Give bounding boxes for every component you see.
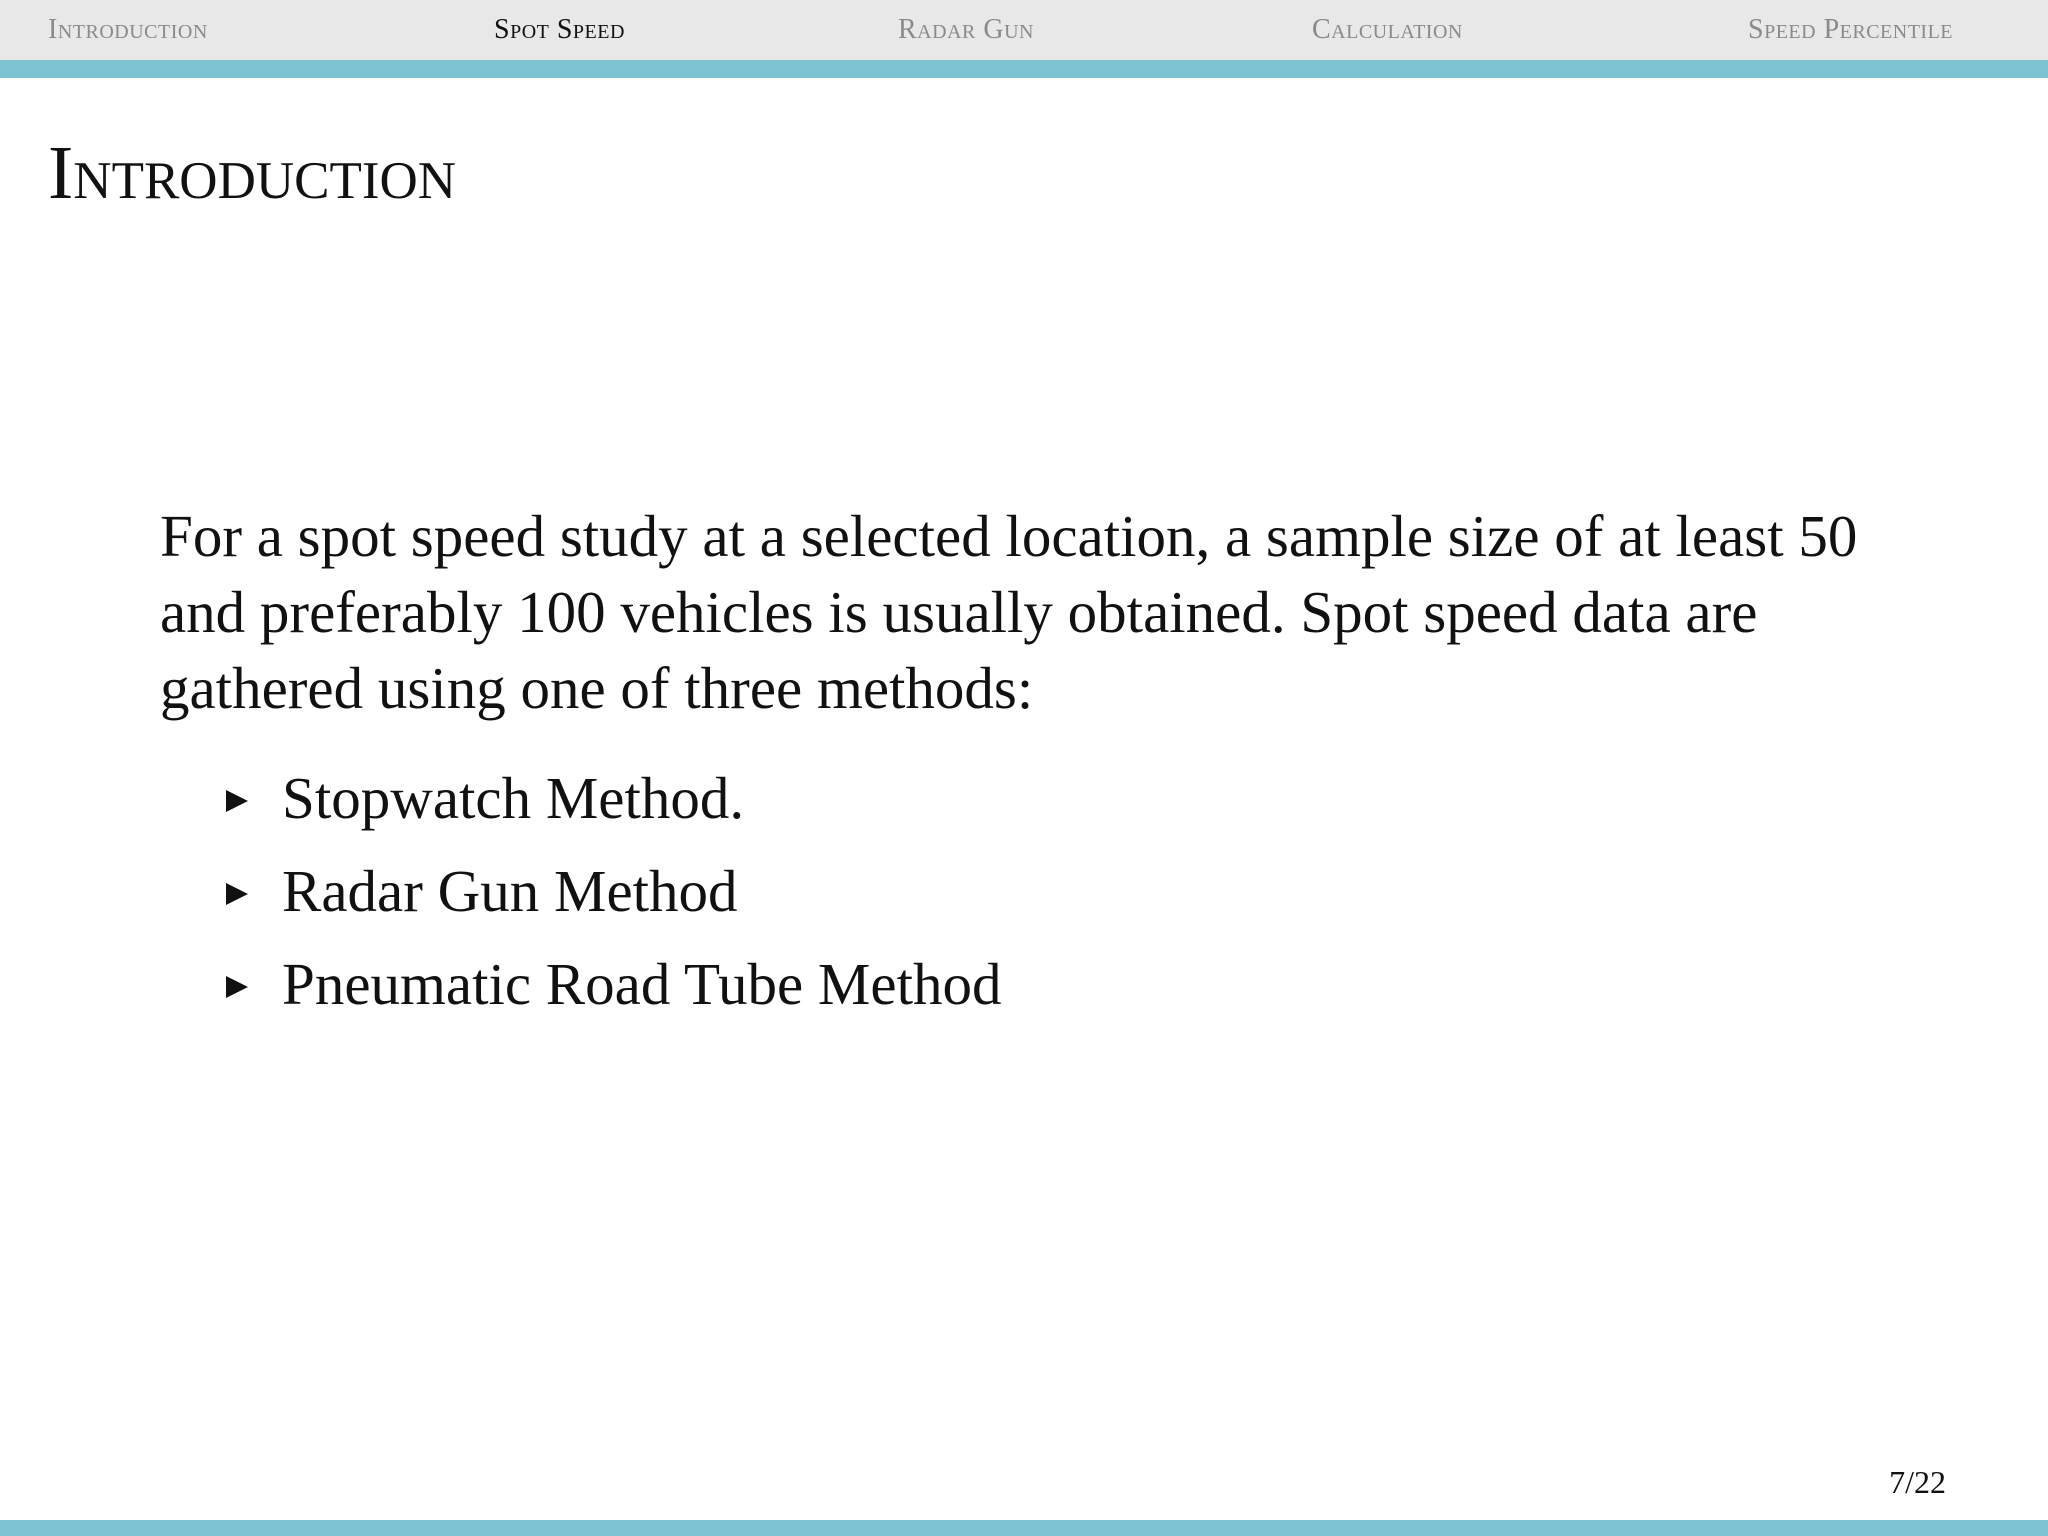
methods-list bbox=[220, 752, 1001, 1031]
triangle-bullet-icon bbox=[226, 976, 248, 998]
nav-item-calculation[interactable]: Calculation bbox=[1312, 14, 1463, 45]
page-number: 7/22 bbox=[1889, 1464, 1946, 1500]
nav-item-spot-speed[interactable]: Spot Speed bbox=[494, 14, 625, 45]
method-label: Pneumatic Road Tube Method bbox=[282, 951, 1002, 1017]
footer-accent-rule bbox=[0, 1520, 2048, 1536]
nav-item-speed-percentile[interactable]: Speed Percentile bbox=[1748, 14, 1954, 45]
list-item bbox=[220, 845, 1001, 938]
section-navbar bbox=[0, 0, 2048, 60]
triangle-bullet-icon bbox=[226, 790, 248, 812]
triangle-bullet-icon bbox=[226, 883, 248, 905]
navbar-accent-rule bbox=[0, 60, 2048, 78]
method-label: Stopwatch Method. bbox=[282, 765, 745, 831]
slide-title: Introduction bbox=[48, 131, 457, 215]
list-item bbox=[220, 938, 1001, 1031]
list-item bbox=[220, 752, 1001, 845]
nav-item-introduction[interactable]: Introduction bbox=[48, 14, 208, 45]
slide-body-text: For a spot speed study at a selected location, a sample size of at least 50 and preferably 100 vehicles is usually obtained. Spot speed data are gathered using one of three methods: bbox=[160, 503, 1858, 721]
nav-item-radar-gun[interactable]: Radar Gun bbox=[898, 14, 1034, 45]
method-label: Radar Gun Method bbox=[282, 858, 738, 924]
